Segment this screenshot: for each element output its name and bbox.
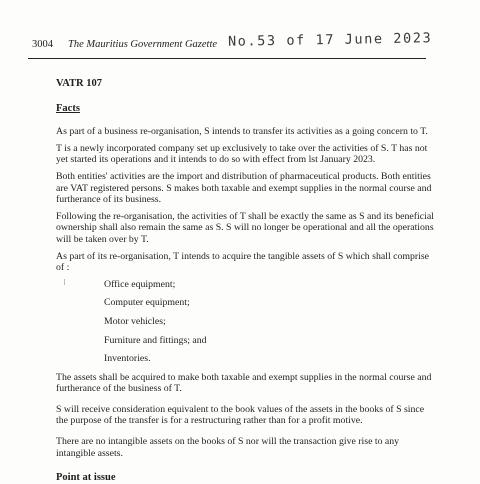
list-item: Office equipment;	[104, 278, 176, 290]
paragraph: As part of a business re-organisation, S intends to transfer its activities as a going concern to T.	[56, 126, 428, 138]
list-item: Inventories.	[104, 353, 151, 365]
reference-number: VATR 107	[56, 78, 102, 89]
assets-list	[56, 279, 436, 365]
list-item: Furniture and fittings; and	[104, 334, 207, 346]
page-number: 3004	[32, 39, 53, 50]
paragraph: Following the re-organisation, the activities of T shall be exactly the same as S and its beneficial ownership shall also remain the same as S. S will no longer be operational and all the operations will be taken over by T.	[56, 210, 434, 245]
facts-heading: Facts	[56, 102, 80, 114]
paragraph: There are no intangible assets on the books of S nor will the transaction give rise to any intangible assets.	[56, 436, 400, 459]
list-item: Motor vehicles;	[104, 315, 166, 327]
paragraph: As part of its re-organisation, T intends to acquire the tangible assets of S which shall comprise of :	[56, 250, 430, 274]
handwritten-note: No.53 of 17 June 2023	[227, 30, 433, 50]
header-rule	[28, 58, 426, 59]
paragraph: Both entities' activities are the import and distribution of pharmaceutical products. Both entities are VAT registered persons. S makes both taxable and exempt supplies in the normal course and furtherance of its business.	[56, 170, 432, 206]
paragraph: S will receive consideration equivalent to the book values of the assets in the books of S since the purpose of the transfer is for a restructuring rather than for a profit motive.	[56, 403, 425, 427]
document-body	[56, 78, 436, 484]
paragraph: T is a newly incorporated company set up exclusively to take over the activities of S. T has not yet started its operations and it intends to do so with effect from lst January 2023.	[56, 142, 428, 166]
point-at-issue-heading: Point at issue	[56, 472, 116, 484]
gazette-title: The Mauritius Government Gazette	[68, 39, 218, 50]
paragraph: The assets shall be acquired to make both taxable and exempt supplies in the normal course and furtherance of the business of T.	[56, 371, 432, 395]
pen-mark: ǀ	[64, 277, 66, 287]
page-header	[32, 30, 433, 57]
list-item: Computer equipment;	[104, 297, 190, 309]
